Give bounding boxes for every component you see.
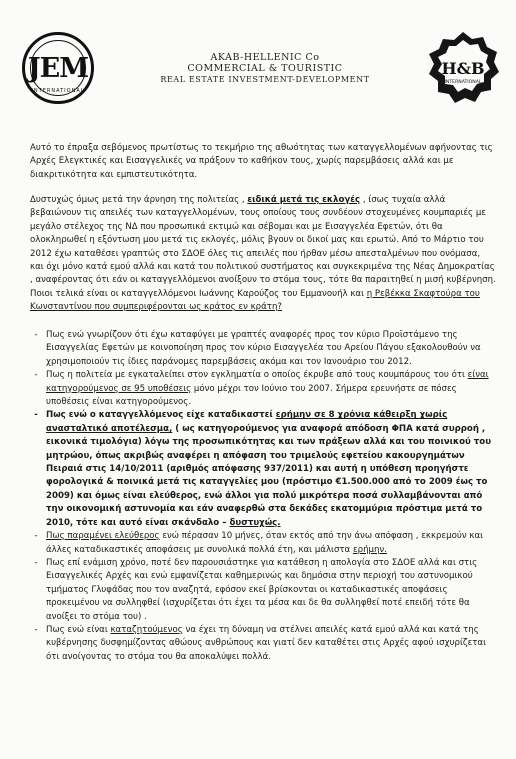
bullet-dash: -: [34, 410, 38, 421]
company-type: COMMERCIAL & TOURISTIC: [187, 63, 343, 74]
questions-list: [30, 329, 496, 664]
text-run: Δυστυχώς όμως μετά την άρνηση της πολιτείας ,: [30, 195, 248, 205]
logo-right-subtitle: INTERNATIONAL: [444, 80, 482, 85]
hb-logo-emblem: [425, 30, 501, 106]
logo-left-monogram: JEM: [27, 52, 89, 84]
list-item: [30, 369, 496, 409]
item-text: μόνο μέχρι τον Ιούνιο του 2007. Σήμερα ερευνήστε σε πόσες υποθέσεις είναι κατηγορούμενος.: [46, 383, 457, 408]
bullet-dash: -: [34, 370, 38, 381]
list-item: [30, 624, 496, 664]
paragraph-threats: [30, 194, 496, 315]
list-item: [30, 530, 496, 557]
list-item: [30, 557, 496, 624]
item-text: Πως ενώ ο καταγγελλόμενος είχε καταδικαστεί: [46, 410, 276, 421]
underlined-phrase: ερήμην σε 8 χρόνια κάθειρξη χωρίς ανασταλτικό αποτέλεσμα,: [46, 410, 448, 434]
list-item: [30, 409, 496, 530]
paragraph-intro: Αυτό το έπραξα σεβόμενος πρωτίστως το τεκμήριο της αθωότητας των καταγγελλομένων αφήνοντας τις Αρχές Ελεγκτικές και Εισαγγελικές να πράξουν το καθήκον τους, χωρίς παρεμβάσεις αλλά και με διακριτικότητα και εμπιστευτικότητα.: [30, 143, 493, 180]
logo-right-monogram: H&B: [441, 59, 485, 78]
company-name: AKAB-HELLENIC Co: [210, 52, 320, 63]
underlined-phrase: είναι κατηγορούμενος σε 95 υποθέσεις: [46, 370, 489, 394]
underlined-phrase: ερήμην.: [352, 544, 387, 555]
company-sector: REAL ESTATE INVESTMENT-DEVELOPMENT: [160, 75, 370, 84]
item-text: ενώ πέρασαν 10 μήνες, όταν εκτός από την άνω απόφαση , εκκρεμούν και άλλες καταδικαστικές αποφάσεις με συνολικά πολλά έτη, και μάλιστα: [46, 531, 484, 555]
company-header: [120, 52, 410, 85]
item-text: Πως ενώ είναι: [46, 624, 111, 635]
underlined-phrase: ειδικά μετά τις εκλογές: [247, 195, 361, 205]
underlined-phrase: η Ρεβέκκα Σκαφτούρα του Κωνσταντίνου που συμπεριφέρονται ως κράτος εν κράτη?: [30, 288, 480, 313]
item-text: Πως ενώ γνωρίζουν ότι έχω καταφύγει με γραπτές αναφορές προς τον κύριο Προϊστάμενο της Εισαγγελίας Εφετών με κοινοποίηση προς τον κύριο Εισαγγελέα του Αρείου Πάγου εξακολουθούν να χρησιμοποιούν τις ίδιες παράνομες παρεμβάσεις ακόμα και τον Ιανουάριο του 2012.: [46, 330, 481, 367]
fine-amount: €1.500.000: [335, 477, 390, 488]
bullet-dash: -: [34, 624, 38, 635]
underlined-phrase: Πως παραμένει ελεύθερος: [46, 531, 160, 542]
logo-left-subtitle: INTERNATIONAL: [31, 88, 85, 94]
bullet-dash: -: [34, 531, 38, 542]
text-run: , ίσως τυχαία αλλά βεβαιώνουν τις απειλές των καταγγελλομένων, τους οποίους τους συνδέουν στοχευμένες κουμπαριές με μεγάλο στέλεχος της ΝΔ που προσωπικά εκτιμώ και σέβομαι και με Εισαγγελέα Εφετών, ότι θα ολοκληρωθεί η εξόντωση μου μετά τις εκλογές, μόλις βγουν οι δικοί μας και ερωτώ. Από το Μάρτιο του 2012 έχω καταθέσει γραπτώς στο ΣΔΟΕ όλες τις απειλές που ήρθαν μέσω απεσταλμένων που ονόμασα, και όχι μόνο κατά εμού αλλά και κατά του πολιτικού συστήματος και συγκεκριμένα της Νέας Δημοκρατίας , αναφέροντας ότι εάν οι καταγγελλόμενοι ανοίξουν το στόμα τους, τότε θα παραιτηθεί η μισή κυβέρνηση. Ποιοι τελικά είναι οι καταγγελλόμενοι Ιωάννης Καρούζος του Εμμανουήλ και: [30, 195, 496, 299]
item-text: Πως επί ενάμιση χρόνο, ποτέ δεν παρουσιάστηκε για κατάθεση η απολογία στο ΣΔΟΕ αλλά και στις Εισαγγελικές Αρχές και ενώ εμφανίζεται καθημερινώς και δημόσια στην περιοχή του αστυνομικού τμήματος Γλυφάδας που τον αναζητά, εφόσον εκεί βρίσκονται οι καταδικαστικές αποφάσεις προκειμένου να συλληφθεί (ισχυρίζεται ότι έχει τα μέσα και δε θα συλληφθεί ποτέ επειδή τότε θα ανοίξει το στόμα του) .: [46, 557, 478, 622]
underlined-phrase: δυστυχώς.: [229, 517, 281, 528]
item-text: ( ως κατηγορούμενος για αναφορά απόδοση ΦΠΑ κατά συρροή , εικονικά τιμολόγια) λόγω της προσωπικότητας και των πράξεων αλλά και του ποινικού του μητρώου, όπως ακριβώς αναφέρει η απόφαση του τριμελούς εφετείου κακουργημάτων Πειραιά στις 14/10/2011 (αριθμός απόφασης 937/2011) και αυτή η υπόθεση προηγήστε φορολογικά & ποινικά μετά τις καταγγελίες μου (πρόστιμο: [46, 423, 492, 488]
item-text: να έχει τη δύναμη να στέλνει απειλές κατά εμού αλλά και κατά της κυβέρνησης δυσφημίζοντας αθώους ανθρώπους και γιατί δεν καταθέτει στις Αρχές αφού ισχυρίζεται ότι ανοίγοντας το στόμα του θα αποκαλύψει πολλά.: [46, 624, 486, 662]
jem-logo: [22, 32, 94, 104]
item-text: Πως η πολιτεία με εγκαταλείπει στον εγκληματία ο οποίος έκρυβε από τους κουμπάρους του ότι: [46, 370, 468, 381]
hb-logo: [425, 30, 501, 106]
underlined-phrase: καταζητούμενος: [110, 624, 183, 635]
item-text: από το 2009 έως το 2009) και όμως είναι ελεύθερος, ενώ άλλοι για πολύ μικρότερα ποσά συλλαμβάνονται από την οικονομική αστυνομία και εάν αναφερθώ στα δεκάδες εκατομμύρια πρόστιμα μετά το 2010, τότε και αυτό είναι σκάνδαλο –: [46, 477, 488, 528]
bullet-dash: -: [34, 557, 38, 568]
bullet-dash: -: [34, 330, 38, 340]
list-item: [30, 329, 496, 369]
